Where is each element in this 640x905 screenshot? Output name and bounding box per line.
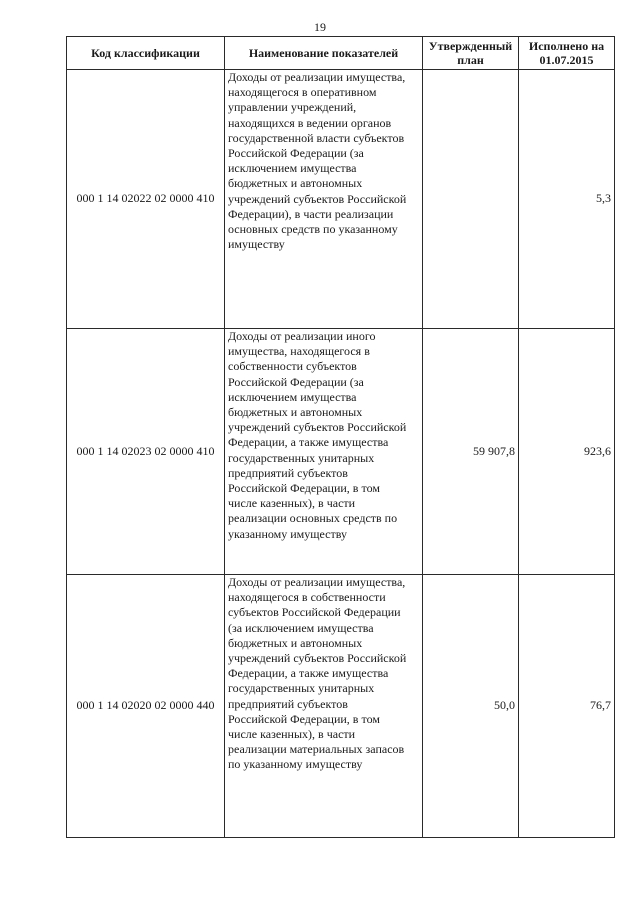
indicator-name-line: Российской Федерации, в том (228, 481, 380, 496)
table-row (67, 70, 615, 329)
indicator-name-line: по указанному имуществу (228, 757, 363, 772)
budget-table (66, 36, 615, 838)
header-name: Наименование показателей (225, 37, 423, 70)
indicator-name-line: (за исключением имущества (228, 620, 374, 635)
indicator-name-line: учреждений субъектов Российской (228, 420, 407, 435)
indicator-name-line: Российской Федерации (за (228, 374, 364, 389)
header-code: Код классификации (67, 37, 225, 70)
indicator-name-line: управлении учреждений, (228, 100, 357, 115)
classification-code: 000 1 14 02022 02 0000 410 (67, 70, 225, 329)
indicator-name-line: Доходы от реализации имущества, (228, 575, 406, 589)
page-number: 19 (314, 20, 326, 34)
indicator-name-line: Российской Федерации, в том (228, 711, 380, 726)
indicator-name-line: Федерации, а также имущества (228, 666, 389, 681)
indicator-name-line: Доходы от реализации имущества, (228, 70, 406, 84)
indicator-name-line: предприятий субъектов (228, 696, 348, 711)
indicator-name-line: числе казенных), в части (228, 727, 356, 742)
indicator-name (225, 329, 423, 575)
indicator-name-line: учреждений субъектов Российской (228, 651, 407, 666)
header-plan-line2: план (457, 53, 484, 67)
executed-amount: 76,7 (519, 575, 615, 838)
indicator-name-line: находящихся в ведении органов (228, 115, 392, 130)
indicator-name-line: государственных унитарных (228, 450, 375, 465)
indicator-name-line: бюджетных и автономных (228, 405, 363, 420)
indicator-name-line: Федерации, а также имущества (228, 435, 389, 450)
header-plan-line1: Утвержденный (428, 39, 513, 53)
indicator-name-line: числе казенных), в части (228, 496, 356, 511)
executed-amount: 923,6 (519, 329, 615, 575)
indicator-name (225, 70, 423, 329)
table-header-row (67, 37, 615, 70)
classification-code: 000 1 14 02020 02 0000 440 (67, 575, 225, 838)
approved-plan: 50,0 (423, 575, 519, 838)
indicator-name-line: имуществу (228, 237, 285, 252)
indicator-name-line: основных средств по указанному (228, 222, 398, 237)
approved-plan: 59 907,8 (423, 329, 519, 575)
indicator-name-line: Федерации), в части реализации (228, 206, 394, 221)
header-done (519, 37, 615, 70)
indicator-name-line: государственных унитарных (228, 681, 375, 696)
indicator-name-line: реализации материальных запасов (228, 742, 405, 757)
indicator-name-line: субъектов Российской Федерации (228, 605, 401, 620)
indicator-name-line: бюджетных и автономных (228, 176, 363, 191)
indicator-name-line: учреждений субъектов Российской (228, 191, 407, 206)
indicator-name-line: имущества, находящегося в (228, 344, 370, 359)
indicator-name (225, 575, 423, 838)
indicator-name-line: государственной власти субъектов (228, 130, 405, 145)
indicator-name-line: бюджетных и автономных (228, 635, 363, 650)
indicator-name-line: Российской Федерации (за (228, 146, 364, 161)
header-done-line1: Исполнено на (528, 39, 605, 53)
table-row (67, 575, 615, 838)
indicator-name-line: исключением имущества (228, 389, 357, 404)
table-row (67, 329, 615, 575)
indicator-name-line: реализации основных средств по (228, 511, 398, 526)
indicator-name-line: Доходы от реализации иного (228, 329, 376, 343)
indicator-name-line: исключением имущества (228, 161, 357, 176)
indicator-name-line: предприятий субъектов (228, 465, 348, 480)
approved-plan (423, 70, 519, 329)
executed-amount: 5,3 (519, 70, 615, 329)
indicator-name-line: собственности субъектов (228, 359, 357, 374)
indicator-name-line: указанному имуществу (228, 526, 347, 541)
classification-code: 000 1 14 02023 02 0000 410 (67, 329, 225, 575)
header-plan (423, 37, 519, 70)
indicator-name-line: находящегося в оперативном (228, 85, 377, 100)
indicator-name-line: находящегося в собственности (228, 590, 386, 605)
header-done-line2: 01.07.2015 (539, 53, 594, 67)
